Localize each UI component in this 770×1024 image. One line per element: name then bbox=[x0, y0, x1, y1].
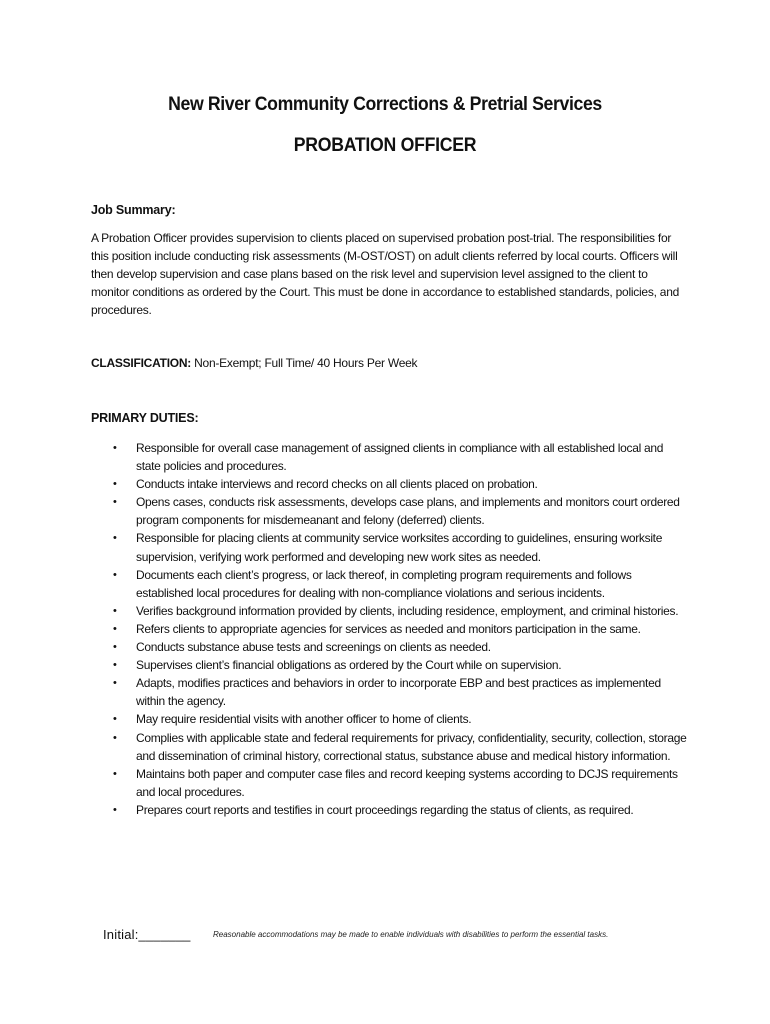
bullet-icon: • bbox=[113, 496, 117, 509]
job-summary-text: A Probation Officer provides supervision to clients placed on supervised probation post-trial. The responsibilities for this position include conducting risk assessments (M-OST/OST) on adult clients referred by local courts. Officers will then develop supervision and case plans based on the risk level and supervision level assigned to the client to monitor conditions as ordered by the Court. This must be done in accordance to established standards, policies, and procedures. bbox=[91, 231, 680, 317]
bullet-icon: • bbox=[113, 622, 117, 635]
bullet-icon: • bbox=[113, 478, 117, 491]
duty-item bbox=[109, 674, 689, 710]
classification-line bbox=[91, 356, 417, 370]
duty-text: Refers clients to appropriate agencies for services as needed and monitors participation in the same. bbox=[136, 621, 641, 636]
duty-text: Prepares court reports and testifies in court proceedings regarding the status of clients, as required. bbox=[136, 802, 634, 817]
duty-item bbox=[109, 620, 689, 638]
accommodations-note: Reasonable accommodations may be made to enable individuals with disabilities to perform the essential tasks. bbox=[213, 930, 609, 939]
duty-item bbox=[109, 475, 689, 493]
bullet-icon: • bbox=[113, 532, 117, 545]
bullet-icon: • bbox=[113, 442, 117, 454]
primary-duties-heading: PRIMARY DUTIES: bbox=[91, 411, 199, 425]
duty-text: Conducts substance abuse tests and screenings on clients as needed. bbox=[136, 640, 491, 655]
bullet-icon: • bbox=[113, 713, 117, 726]
bullet-icon: • bbox=[113, 767, 117, 780]
duty-text: Opens cases, conducts risk assessments, develops case plans, and implements and monitors court ordered program components for misdemeanant and felony (deferred) clients. bbox=[136, 495, 680, 528]
duty-item bbox=[109, 638, 689, 656]
duty-text: Conducts intake interviews and record checks on all clients placed on probation. bbox=[136, 477, 538, 492]
duty-text: Adapts, modifies practices and behaviors in order to incorporate EBP and best practices as implemented within the agency. bbox=[136, 676, 661, 709]
duty-text: Verifies background information provided by clients, including residence, employment, and criminal histories. bbox=[136, 603, 679, 618]
duty-text: Maintains both paper and computer case files and record keeping systems according to DCJS requirements and local procedures. bbox=[136, 766, 678, 799]
bullet-icon: • bbox=[113, 568, 117, 581]
duty-item bbox=[109, 765, 689, 801]
duty-item bbox=[109, 439, 689, 475]
initial-field: Initial:_______ bbox=[103, 927, 191, 942]
duty-item bbox=[109, 801, 689, 819]
organization-title: New River Community Corrections & Pretrial Services bbox=[168, 94, 602, 115]
bullet-icon: • bbox=[113, 604, 117, 617]
bullet-icon: • bbox=[113, 677, 117, 690]
duty-item bbox=[109, 729, 689, 765]
duty-text: Responsible for overall case management of assigned clients in compliance with all established local and state policies and procedures. bbox=[136, 441, 664, 474]
job-summary-heading: Job Summary: bbox=[91, 203, 176, 217]
primary-duties-list bbox=[109, 439, 689, 819]
bullet-icon: • bbox=[113, 731, 117, 744]
duty-text: Documents each client’s progress, or lack thereof, in completing program requirements and follows established local procedures for dealing with non-compliance violations and serious incidents. bbox=[136, 567, 632, 600]
duty-text: Complies with applicable state and federal requirements for privacy, confidentiality, security, collection, storage and dissemination of criminal history, correctional status, substance abuse and medical history information. bbox=[136, 730, 687, 763]
duty-text: Supervises client’s financial obligations as ordered by the Court while on supervision. bbox=[136, 658, 562, 673]
classification-label: CLASSIFICATION: bbox=[91, 356, 192, 370]
duty-item bbox=[109, 529, 689, 565]
duty-item bbox=[109, 656, 689, 674]
duty-item bbox=[109, 493, 689, 529]
classification-value: Non-Exempt; Full Time/ 40 Hours Per Week bbox=[191, 356, 418, 370]
bullet-icon: • bbox=[113, 641, 117, 654]
duty-item bbox=[109, 602, 689, 620]
bullet-icon: • bbox=[113, 803, 117, 816]
duty-item bbox=[109, 566, 689, 602]
duty-text: May require residential visits with another officer to home of clients. bbox=[136, 712, 472, 727]
bullet-icon: • bbox=[113, 659, 117, 672]
document-title: PROBATION OFFICER bbox=[293, 135, 477, 156]
duty-text: Responsible for placing clients at community service worksites according to guidelines, ensuring worksite supervision, verifying work performed and developing new work sites as needed. bbox=[136, 531, 663, 564]
duty-item bbox=[109, 710, 689, 728]
